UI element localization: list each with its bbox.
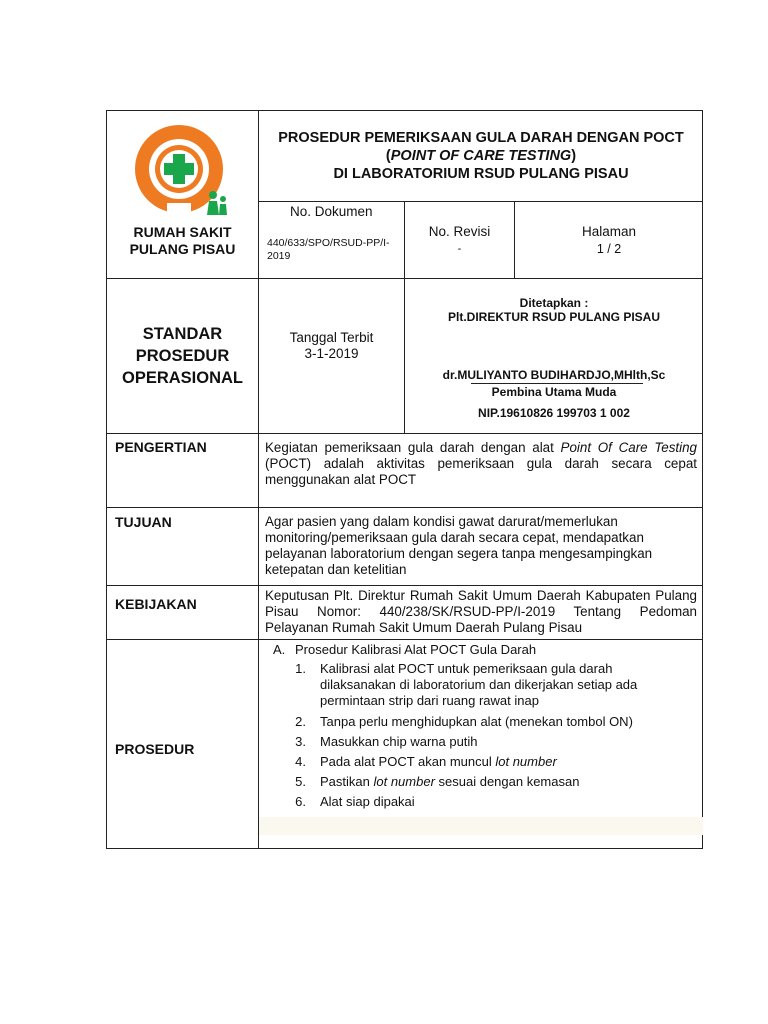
prosedur-label: PROSEDUR <box>115 741 195 757</box>
tanggal-value: 3-1-2019 <box>304 346 359 361</box>
no-dokumen-value: 440/633/SPO/RSUD-PP/I-2019 <box>267 237 390 262</box>
hospital-name-line2: PULANG PISAU <box>129 241 236 257</box>
kebijakan-text: Keputusan Plt. Direktur Rumah Sakit Umum Daerah Kabupaten Pulang Pisau Nomor: 440/238/SK/RSUD-PP/I-2019 Tentang Pedoman Pelayanan Rumah Sakit Umum Daerah Pulang Pisau <box>265 588 697 635</box>
no-revisi-label: No. Revisi <box>428 224 491 239</box>
title-line2: (POINT OF CARE TESTING) <box>385 148 577 164</box>
divider <box>404 201 405 278</box>
page-break-shade <box>259 817 703 835</box>
jabatan: Plt.DIREKTUR RSUD PULANG PISAU <box>447 310 660 324</box>
sop-document: RSUD PULANG PISAU RUMAH SAKIT PULANG PISAU PROSEDUR PEMERIKSAAN GULA DARAH DENGAN POCT (POINT OF CARE TESTING) DI LABORATORIUM RSUD PULANG PISAU No. Dokumen 440/633/SPO/RSUD-PP/I-2019 No. Revisi - Halaman 1 / 2 STANDAR PROSEDUR OPERASIONAL Tanggal Terbit 3-1-2019 Ditetapkan : Plt.DIREKTUR RSUD PULANG PISAU dr.MULIYANTO BUDIHARDJO,MHlth,Sc Pembina Utama Muda NIP.19610826 199703 1 002 PENGERTIAN Kegiatan pemeriksaan gula darah dengan alat Point Of Care Testing (POCT) adalah aktivitas pemeriksaan gula darah secara cepat menggunakan alat POCT TUJUAN Agar pasien yang dalam kondisi gawat darurat/memerlukan monitoring/pemeriksaan gula darah secara cepat, mendapatkan pelayanan laboratorium dengan segera tanpa mengesampingkan ketepatan dan ketelitian KEBIJAKAN Keputusan Plt. Direktur Rumah Sakit Umum Daerah Kabupaten Pulang Pisau Nomor: 440/238/SK/RSUD-PP/I-2019 Tentang Pedoman Pelayanan Rumah Sakit Umum Daerah Pulang Pisau PROSEDUR A. Prosedur Kalibrasi Alat POCT Gula Darah 1. Kalibrasi alat POCT untuk pemeriksaan gula darah dilaksanakan di laboratorium dan dikerjakan setiap ada permintaan strip dari ruang rawat inap 2. Tanpa perlu menghidupkan alat (menekan tombol ON) 3. Masukkan chip warna putih 4. Pada alat POCT akan muncul lot number 5. Pastikan lot number sesuai dengan kemasan 6. Alat siap dipakai <box>106 110 703 849</box>
divider <box>107 585 703 586</box>
halaman-label: Halaman <box>581 224 637 239</box>
divider <box>107 433 703 434</box>
step-number: 1. <box>295 661 306 676</box>
tujuan-label: TUJUAN <box>115 514 172 530</box>
divider <box>258 111 259 848</box>
step-text: Pada alat POCT akan muncul lot number <box>320 754 557 769</box>
no-dokumen-label: No. Dokumen <box>290 204 373 219</box>
tanggal-terbit <box>259 330 404 362</box>
step-number: 6. <box>295 794 306 809</box>
divider <box>514 201 515 278</box>
no-revisi-value: - <box>457 243 462 255</box>
logo-ring-text: RSUD PULANG PISAU <box>125 111 237 122</box>
divider <box>258 201 703 202</box>
hospital-name <box>107 224 258 258</box>
sop-label: STANDAR PROSEDUR OPERASIONAL <box>121 325 243 387</box>
ditetapkan-label: Ditetapkan : <box>519 296 589 310</box>
step-text: Tanpa perlu menghidupkan alat (menekan tombol ON) <box>320 714 633 729</box>
divider <box>107 278 703 279</box>
signatory-rank: Pembina Utama Muda <box>491 385 617 399</box>
signatory-nip: NIP.19610826 199703 1 002 <box>478 406 630 420</box>
signatory-name: dr.MULIYANTO BUDIHARDJO,MHlth,Sc <box>442 368 666 382</box>
hospital-logo <box>125 111 237 221</box>
step-number: 2. <box>295 714 306 729</box>
tujuan-text: Agar pasien yang dalam kondisi gawat darurat/memerlukan monitoring/pemeriksaan gula darah secara cepat, mendapatkan pelayanan laboratorium dengan segera tanpa mengesampingkan ketepatan dan ketelitian <box>265 514 653 577</box>
halaman-value: 1 / 2 <box>596 242 622 256</box>
signature-underline <box>471 383 643 384</box>
pengertian-text: Kegiatan pemeriksaan gula darah dengan alat Point Of Care Testing (POCT) adalah aktivitas pemeriksaan gula darah secara cepat menggunakan alat POCT <box>265 440 697 487</box>
hospital-name-line1: RUMAH SAKIT <box>133 224 232 240</box>
step-text: Alat siap dipakai <box>320 794 415 809</box>
title-line1: PROSEDUR PEMERIKSAAN GULA DARAH DENGAN POCT <box>278 130 684 146</box>
document-title <box>259 129 703 183</box>
step-text: Pastikan lot number sesuai dengan kemasan <box>320 774 580 789</box>
pengertian-label: PENGERTIAN <box>115 439 207 455</box>
hospital-logo-icon <box>125 111 237 221</box>
divider <box>107 507 703 508</box>
step-number: 4. <box>295 754 306 769</box>
divider <box>107 639 703 640</box>
step-number: 3. <box>295 734 306 749</box>
title-italic: POINT OF CARE TESTING <box>390 148 572 164</box>
kebijakan-label: KEBIJAKAN <box>115 596 197 612</box>
tanggal-label: Tanggal Terbit <box>289 330 374 345</box>
logo-people-icon <box>209 191 217 199</box>
step-text: Masukkan chip warna putih <box>320 734 478 749</box>
title-line3: DI LABORATORIUM RSUD PULANG PISAU <box>333 166 629 182</box>
step-number: 5. <box>295 774 306 789</box>
step-text: Kalibrasi alat POCT untuk pemeriksaan gula darah dilaksanakan di laboratorium dan dikerjakan setiap ada permintaan strip dari ruang rawat inap <box>320 661 638 708</box>
